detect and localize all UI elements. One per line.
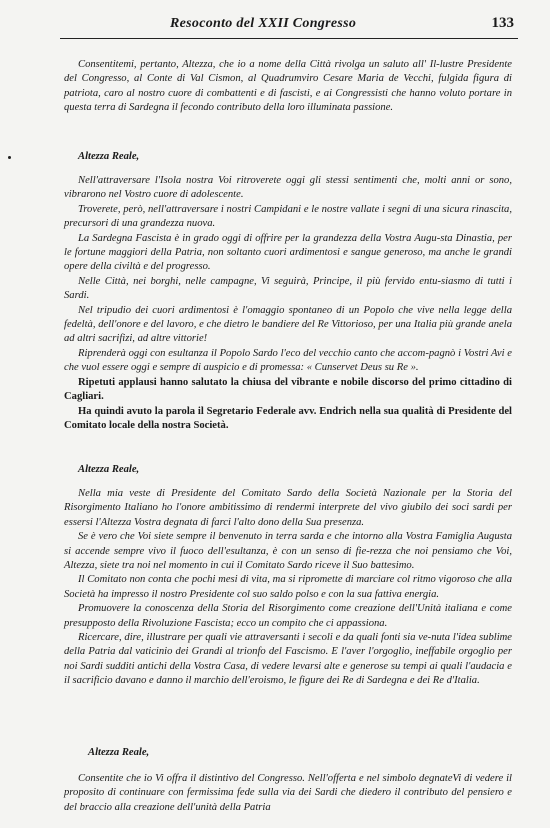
running-title: Resoconto del XXII Congresso bbox=[170, 16, 357, 31]
running-header bbox=[60, 14, 518, 39]
narrative-paragraph: Ha quindi avuto la parola il Segretario Federale avv. Endrich nella sua qualità di Presidente del Comitato locale della nostra Società. bbox=[64, 405, 512, 431]
badge-offering bbox=[64, 772, 512, 815]
paragraph: Nell'attraversare l'Isola nostra Voi ritroverete oggi gli stessi sentimenti che, molti anni or sono, vibrarono nel Vostro cuore di adolescente. bbox=[64, 175, 512, 201]
paragraph: Il Comitato non conta che pochi mesi di vita, ma si ripromette di marciare col ritmo vigoroso che alla Società ha impresso il nostro Presidente col suo saldo polso e con la sua fattiva energia. bbox=[64, 574, 512, 600]
paragraph: Consentite che io Vi offra il distintivo del Congresso. Nell'offerta e nel simbolo degnateVi di vedere il proposito di continuare con fermissima fede sulla via dei Sardi che diedero il contributo del pensiero e del braccio alla creazione dell'unità della Patria bbox=[64, 773, 512, 813]
paragraph: Troverete, però, nell'attraversare i nostri Campidani e le nostre vallate i segni di una sicura rinascita, precursori di una grandezza nuova. bbox=[64, 203, 512, 230]
paragraph: Nelle Città, nei borghi, nelle campagne, Vi seguirà, Principe, il più fervido entu-siasmo di tutti i Sardi. bbox=[64, 275, 512, 302]
page-number: 133 bbox=[491, 15, 514, 31]
salutation: Altezza Reale, bbox=[88, 747, 150, 758]
mayor-speech bbox=[64, 174, 512, 433]
paragraph: La Sardegna Fascista è in grado oggi di offrire per la grandezza della Vostra Augu-sta Dinastia, per le fortune maggiori della Patria, non soltanto cuori ardimentosi e sangue generoso, ma anche le grandi opere della civiltà e del progresso. bbox=[64, 232, 512, 273]
paragraph: Nella mia veste di Presidente del Comitato Sardo della Società Nazionale per la Storia del Risorgimento Italiano ho l'onore ambitissimo di rendermi interprete del vivo giubilo dei soci sardi per essersi l'Altezza Vostra degnata di farci l'alto dono della Sua presenza. bbox=[64, 488, 512, 528]
speech-closing bbox=[64, 58, 512, 116]
paragraph: Consentitemi, pertanto, Altezza, che io a nome della Città rivolga un saluto all' Il-lustre Presidente del Congresso, al Conte di Val Cismon, al Quadrumviro Cesare Maria de Vecchi, fulgida figura di patriota, caro al nostro cuore di combattenti e di fascisti, e ai Congressisti che hanno voluto portare in questa terra di Sardegna il fecondo contributo della loro illuminata passione. bbox=[64, 59, 512, 114]
paragraph: Nel tripudio dei cuori ardimentosi è l'omaggio spontaneo di un Popolo che vive nella legge della fedeltà, dell'onore e del lavoro, e che dietro le bandiere del Re Vittorioso, per una Italia più grande anela ad altri sacrifizi, ad altre vittorie! bbox=[64, 304, 512, 345]
committee-speech bbox=[64, 487, 512, 689]
paragraph: Riprenderà oggi con esultanza il Popolo Sardo l'eco del vecchio canto che accom-pagnò i Vostri Avi e che vuol essere oggi e sempre di auspicio e di promessa: « Cunservet Deus su Re ». bbox=[64, 347, 512, 374]
paragraph: Ricercare, dire, illustrare per quali vie attraversanti i secoli e da quali fonti sia ve-nuta l'idea sublime della Patria dal vaticinio dei Grandi al trionfo del Fascismo. E l'aver l'orgoglio, ineffabile orgoglio per noi Sardi sudditi antichi della Vostra Casa, di vedere levarsi alte e generose su tempi ai quali l'audacia e il sacrificio davano e danno il marchio dell'eroismo, le figure dei Re di Sardegna e dei Re d'Italia. bbox=[64, 632, 512, 687]
salutation: Altezza Reale, bbox=[78, 151, 140, 162]
narrative-paragraph: Ripetuti applausi hanno salutato la chiusa del vibrante e nobile discorso del primo cittadino di Cagliari. bbox=[64, 376, 512, 403]
salutation: Altezza Reale, bbox=[78, 464, 140, 475]
paragraph: Promuovere la conoscenza della Storia del Risorgimento come creazione dell'Unità italiana e come presupposto della Rivoluzione Fascista; ecco un compito che ci appassiona. bbox=[64, 603, 512, 629]
paragraph: Se è vero che Voi siete sempre il benvenuto in terra sarda e che intorno alla Vostra Famiglia Augusta si accende sempre vivo il fuoco dell'esultanza, è con un senso di fie-rezza che noi pensiamo che Voi, Altezza, siete tra noi nel momento in cui il Comitato Sardo riceve il Suo battesimo. bbox=[64, 531, 512, 572]
margin-mark bbox=[8, 156, 11, 159]
